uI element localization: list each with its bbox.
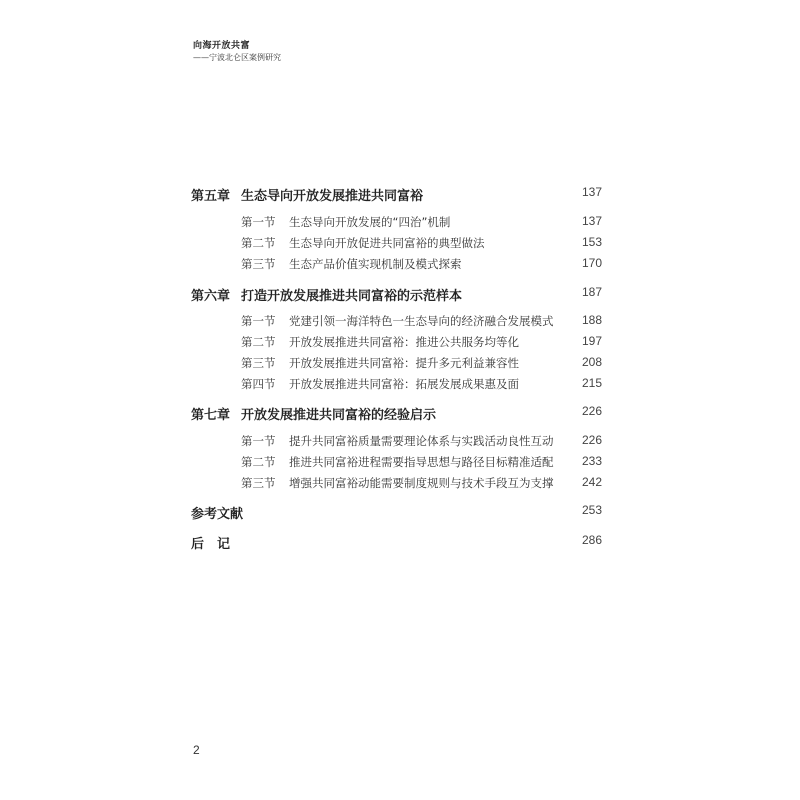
section-title: 提升共同富裕质量需要理论体系与实践活动良性互动 [289, 434, 554, 448]
toc-section-row[interactable] [0, 433, 800, 453]
section-number: 第一节 [241, 434, 276, 448]
section-number: 第三节 [241, 257, 276, 271]
section-page: 233 [581, 454, 602, 468]
chapter-title: 开放发展推进共同富裕的经验启示 [241, 408, 437, 423]
section-number: 第一节 [241, 215, 276, 229]
section-title: 开放发展推进共同富裕：推进公共服务均等化 [289, 335, 519, 349]
section-number: 第三节 [241, 476, 276, 490]
toc-section-row[interactable] [0, 355, 800, 375]
afterword-page: 286 [581, 533, 602, 547]
section-title: 增强共同富裕动能需要制度规则与技术手段互为支撑 [289, 476, 554, 490]
chapter-page: 226 [581, 404, 602, 418]
toc-section-row[interactable] [0, 256, 800, 276]
references-page: 253 [581, 503, 602, 517]
section-page: 137 [581, 214, 602, 228]
section-page: 153 [581, 235, 602, 249]
chapter-title: 打造开放发展推进共同富裕的示范样本 [241, 289, 463, 304]
toc-section-row[interactable] [0, 235, 800, 255]
section-page: 215 [581, 376, 602, 390]
section-title: 开放发展推进共同富裕：拓展发展成果惠及面 [289, 377, 519, 391]
book-title: 向海开放共富 [193, 41, 251, 51]
section-title: 党建引领一海洋特色一生态导向的经济融合发展模式 [289, 314, 554, 328]
section-page: 188 [581, 313, 602, 327]
toc-section-row[interactable] [0, 334, 800, 354]
page-number: 2 [193, 743, 200, 757]
section-title: 生态产品价值实现机制及模式探索 [289, 257, 462, 271]
section-page: 226 [581, 433, 602, 447]
chapter-page: 187 [581, 285, 602, 299]
section-number: 第二节 [241, 335, 276, 349]
toc-section-row[interactable] [0, 475, 800, 495]
toc-references-row[interactable] [0, 503, 800, 523]
toc-chapter-row[interactable] [0, 185, 800, 205]
chapter-title: 生态导向开放发展推进共同富裕 [241, 189, 424, 204]
chapter-page: 137 [581, 185, 602, 199]
section-number: 第二节 [241, 455, 276, 469]
chapter-number: 第六章 [191, 289, 231, 304]
section-number: 第二节 [241, 236, 276, 250]
chapter-number: 第五章 [191, 189, 231, 204]
toc-section-row[interactable] [0, 214, 800, 234]
section-number: 第一节 [241, 314, 276, 328]
section-title: 推进共同富裕进程需要指导思想与路径目标精准适配 [289, 455, 554, 469]
chapter-number: 第七章 [191, 408, 231, 423]
toc-chapter-row[interactable] [0, 404, 800, 424]
section-page: 208 [581, 355, 602, 369]
section-page: 170 [581, 256, 602, 270]
references-title: 参考文献 [191, 507, 244, 522]
section-page: 197 [581, 334, 602, 348]
section-number: 第四节 [241, 377, 276, 391]
afterword-title: 后 记 [191, 537, 231, 552]
toc-afterword-row[interactable] [0, 533, 800, 553]
section-page: 242 [581, 475, 602, 489]
toc-section-row[interactable] [0, 313, 800, 333]
toc-section-row[interactable] [0, 454, 800, 474]
running-header [193, 40, 281, 63]
toc-chapter-row[interactable] [0, 285, 800, 305]
section-title: 开放发展推进共同富裕：提升多元利益兼容性 [289, 356, 519, 370]
book-subtitle: ——宁波北仑区案例研究 [193, 53, 281, 62]
section-title: 生态导向开放促进共同富裕的典型做法 [289, 236, 485, 250]
section-title: 生态导向开放发展的“四治”机制 [289, 215, 451, 229]
toc-section-row[interactable] [0, 376, 800, 396]
section-number: 第三节 [241, 356, 276, 370]
